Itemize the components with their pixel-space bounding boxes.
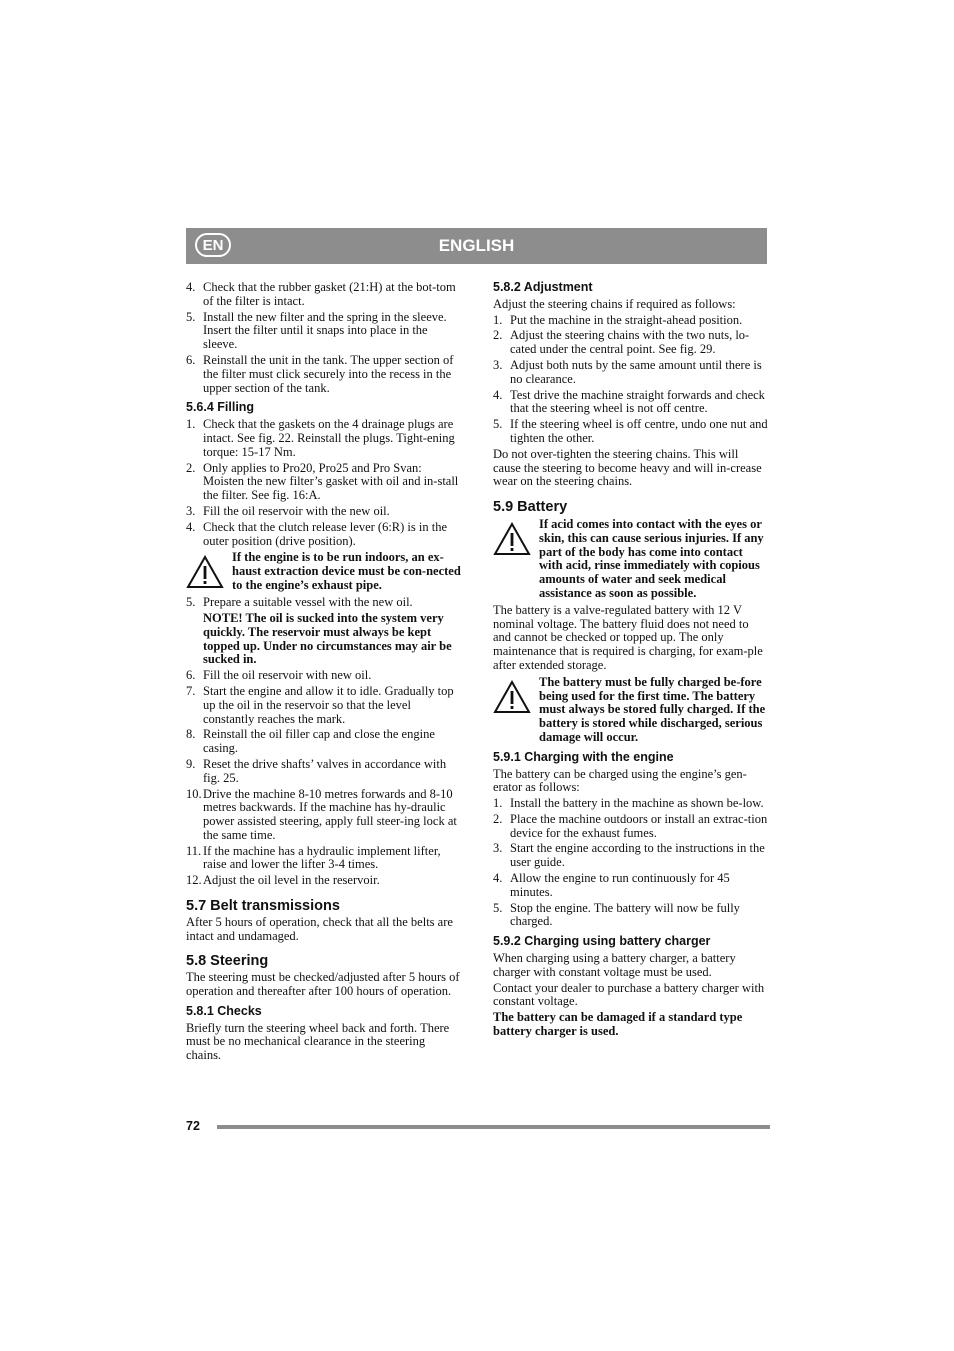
charger-warning-text: The battery can be damaged if a standard type battery charger is used. — [493, 1010, 743, 1039]
list-item: 5. If the steering wheel is off centre, undo one nut and tighten the other. — [493, 417, 768, 445]
list-item: 5. Stop the engine. The battery will now be fully charged. — [493, 900, 740, 929]
list-item: 5. Prepare a suitable vessel with the new oil. — [186, 595, 413, 610]
list-item: 4. Test drive the machine straight forwards and check that the steering wheel is not off centre. — [493, 387, 765, 416]
list-item: 1. Install the battery in the machine as shown be-low. — [493, 796, 764, 811]
warning-charge — [493, 676, 769, 745]
warning-exhaust — [186, 551, 462, 593]
list-item: 4. Check that the rubber gasket (21:H) at the bot-tom of the filter is intact. — [186, 280, 456, 308]
list-item: 3. Adjust both nuts by the same amount until there is no clearance. — [493, 357, 762, 386]
right-column — [493, 281, 769, 1041]
filling-list — [186, 418, 462, 548]
list-item: 11. If the machine has a hydraulic implement lifter, raise and lower the lifter 3-4 times. — [186, 843, 441, 872]
section-heading-charge-engine: 5.9.1 Charging with the engine — [493, 749, 674, 764]
charger-text-1: When charging using a battery charger, a battery charger with constant voltage must be used. — [493, 951, 736, 979]
filling-list-continued — [186, 669, 462, 888]
section-heading-checks: 5.8.1 Checks — [186, 1003, 262, 1018]
adjustment-outro: Do not over-tighten the steering chains. This will cause the steering to become heavy and will in-crease wear on the steering chains. — [493, 446, 762, 489]
header-title: ENGLISH — [438, 236, 515, 255]
list-item: 5. Install the new filter and the spring in the sleeve. Insert the filter until it snaps into place in the sleeve. — [186, 309, 447, 352]
page-header — [186, 228, 767, 264]
left-column — [186, 281, 462, 1065]
list-item: 2. Adjust the steering chains with the two nuts, lo-cated under the central point. See fig. 29. — [493, 328, 750, 357]
list-item: 1. Put the machine in the straight-ahead position. — [493, 312, 743, 327]
section-heading-charger: 5.9.2 Charging using battery charger — [493, 934, 711, 949]
list-item: 2. Only applies to Pro20, Pro25 and Pro Svan: Moisten the new filter’s gasket with oil and in-stall the filter. See fig. 16:A. — [186, 460, 459, 503]
section-heading-battery: 5.9 Battery — [493, 499, 568, 516]
note-text: NOTE! The oil is sucked into the system very quickly. The reservoir must always be kept topped up. Under no circumstances may air be sucked in. — [203, 610, 452, 667]
section-heading-steering: 5.8 Steering — [186, 953, 269, 970]
section-heading-adjustment: 5.8.2 Adjustment — [493, 280, 593, 294]
warning-text: If the engine is to be run indoors, an ex-haust extraction device must be con-nected to the engine’s exhaust pipe. — [232, 550, 461, 592]
belt-text: After 5 hours of operation, check that all the belts are intact and undamaged. — [186, 914, 453, 943]
warning-triangle-icon — [493, 676, 539, 745]
section-heading-filling: 5.6.4 Filling — [186, 400, 255, 415]
charge-engine-list — [493, 797, 769, 929]
charge-engine-intro: The battery can be charged using the engine’s gen-erator as follows: — [493, 766, 747, 795]
list-item: 9. Reset the drive shafts’ valves in accordance with fig. 25. — [186, 756, 447, 785]
list-item: 6. Reinstall the unit in the tank. The upper section of the filter must click securely into the recess in the upper section of the tank. — [186, 352, 454, 395]
footer-rule — [217, 1125, 770, 1129]
page-number: 72 — [186, 1119, 200, 1133]
battery-text: The battery is a valve-regulated battery with 12 V nominal voltage. The battery fluid does not need to and cannot be checked or topped up. The only maintenance that is required is charging, for exam-ple after extended storage. — [493, 602, 763, 672]
list-item: 4. Check that the clutch release lever (6:R) is in the outer position (drive position). — [186, 519, 448, 548]
warning-triangle-icon — [493, 518, 539, 601]
list-item: 12. Adjust the oil level in the reservoir. — [186, 873, 380, 888]
list-item: 8. Reinstall the oil filler cap and close the engine casing. — [186, 727, 435, 756]
list-item: 7. Start the engine and allow it to idle. Gradually top up the oil in the reservoir so that the level constantly reaches the mark. — [186, 683, 454, 726]
list-item: 6. Fill the oil reservoir with new oil. — [186, 668, 372, 683]
list-item: 10. Drive the machine 8-10 metres forwards and 8-10 metres backwards. If the machine has hy-draulic power assisted steering, apply full steer-ing lock at the same time. — [186, 786, 457, 842]
charger-warning — [493, 1011, 769, 1039]
adjustment-intro: Adjust the steering chains if required as follows: — [493, 296, 736, 311]
list-item: 2. Place the machine outdoors or install an extrac-tion device for the exhaust fumes. — [493, 811, 768, 840]
list-item: 3. Fill the oil reservoir with the new oil. — [186, 503, 390, 518]
language-badge: EN — [195, 233, 231, 257]
charger-text-2: Contact your dealer to purchase a battery charger with constant voltage. — [493, 980, 765, 1009]
warning-acid — [493, 518, 769, 601]
intro-list — [186, 281, 462, 395]
section-heading-belt: 5.7 Belt transmissions — [186, 898, 340, 915]
steering-text: The steering must be checked/adjusted after 5 hours of operation and thereafter after 100 hours of operation. — [186, 970, 460, 999]
checks-text: Briefly turn the steering wheel back and forth. There must be no mechanical clearance in the steering chains. — [186, 1020, 450, 1063]
adjustment-list — [493, 314, 769, 446]
warning-text: If acid comes into contact with the eyes or skin, this can cause serious injuries. If any part of the body has come into contact with acid, rinse immediately with copious amounts of water and seek medical assistance as soon as possible. — [539, 516, 764, 600]
list-item: 3. Start the engine according to the instructions in the user guide. — [493, 841, 765, 870]
list-item: 4. Allow the engine to run continuously for 45 minutes. — [493, 871, 730, 899]
warning-triangle-icon — [186, 551, 232, 593]
list-item: 1. Check that the gaskets on the 4 drainage plugs are intact. See fig. 22. Reinstall the plugs. Tight-ening torque: 15-17 Nm. — [186, 417, 455, 459]
warning-text: The battery must be fully charged be-fore being used for the first time. The battery must always be stored fully charged. If the battery is stored while discharged, serious damage will occur. — [539, 674, 766, 744]
